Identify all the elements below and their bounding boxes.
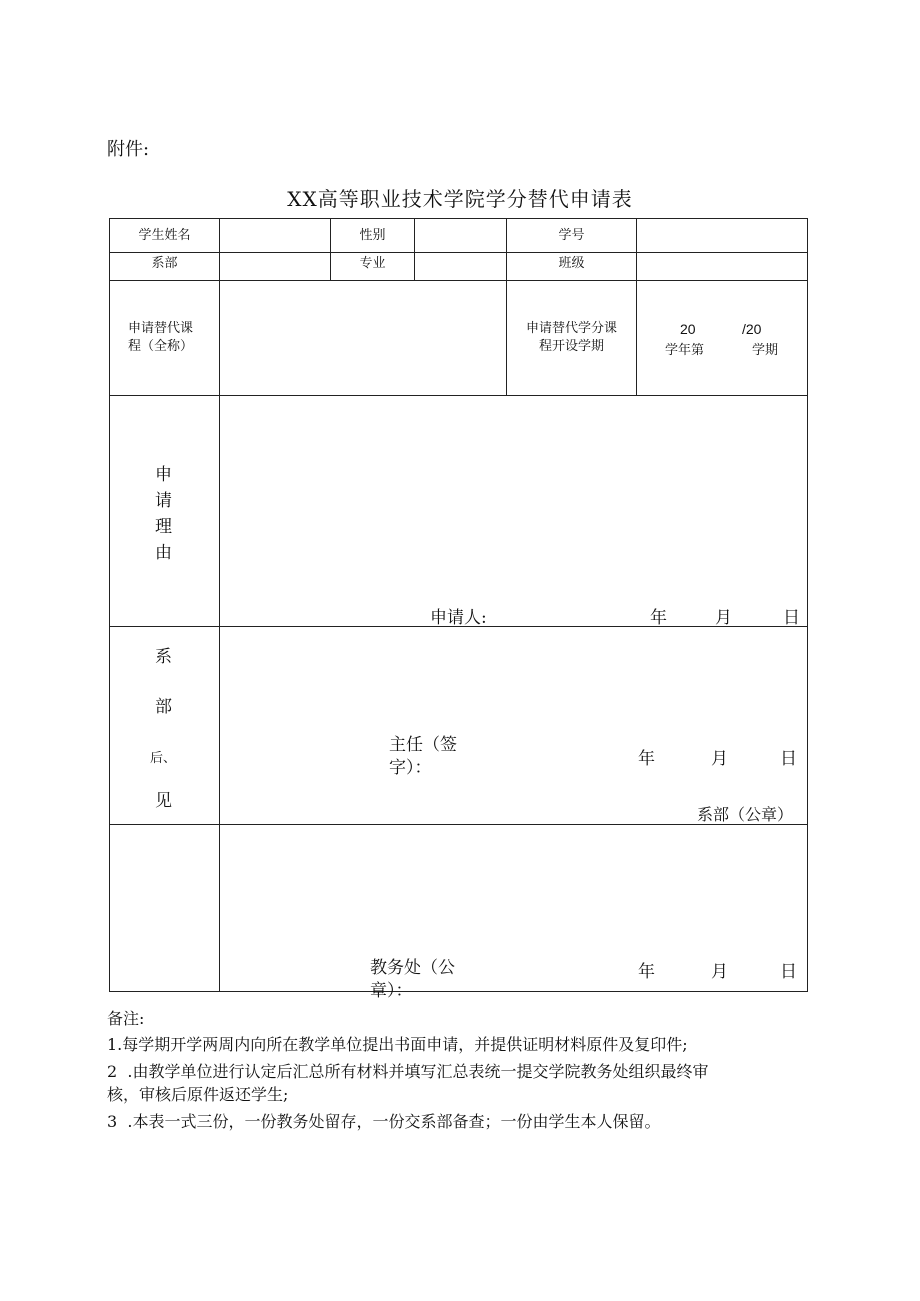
dept-opinion-label-char4: 见 bbox=[155, 791, 172, 811]
replacement-course-label-line1: 申请替代课 bbox=[128, 321, 194, 336]
affairs-day-label: 日 bbox=[780, 962, 797, 982]
gender-field[interactable] bbox=[415, 227, 506, 245]
major-field[interactable] bbox=[415, 255, 506, 273]
reason-label-char: 由 bbox=[155, 543, 172, 563]
academic-affairs-seal-label bbox=[370, 957, 455, 1001]
table-border-bottom bbox=[109, 991, 808, 992]
student-id-field[interactable] bbox=[637, 227, 807, 245]
student-id-label: 学号 bbox=[558, 228, 585, 243]
student-name-label: 学生姓名 bbox=[138, 228, 191, 243]
attachment-label: 附件: bbox=[107, 139, 150, 160]
term-year-suffix: 学年第 bbox=[665, 343, 705, 358]
row-divider bbox=[109, 395, 808, 396]
major-label: 专业 bbox=[359, 256, 386, 271]
dept-opinion-label-char3: 后、 bbox=[150, 751, 177, 766]
notes-item-2-line1: 2 .由教学单位进行认定后汇总所有材料并填写汇总表统一提交学院教务处组织最终审 bbox=[107, 1062, 709, 1081]
replacement-course-label bbox=[110, 320, 219, 356]
applicant-label: 申请人: bbox=[430, 608, 487, 628]
notes bbox=[107, 1007, 708, 1133]
class-field[interactable] bbox=[637, 255, 807, 273]
affairs-month-label: 月 bbox=[711, 962, 728, 982]
reason-label-char: 理 bbox=[155, 517, 172, 537]
academic-affairs-seal-line1: 教务处（公 bbox=[370, 958, 455, 978]
class-label: 班级 bbox=[558, 256, 585, 271]
notes-item-1: 1.每学期开学两周内向所在教学单位提出书面申请，并提供证明材料原件及复印件; bbox=[107, 1035, 688, 1054]
table-border-top bbox=[109, 218, 808, 219]
notes-item-3: 3 .本表一式三份，一份教务处留存，一份交系部备查；一份由学生本人保留。 bbox=[107, 1112, 661, 1131]
reason-field[interactable] bbox=[220, 400, 807, 590]
gender-label: 性别 bbox=[359, 228, 386, 243]
reason-day-label: 日 bbox=[783, 608, 800, 628]
term-semester-label: 学期 bbox=[752, 343, 779, 358]
director-signature-line2: 字）： bbox=[389, 758, 432, 778]
course-term-label-line1: 申请替代学分课 bbox=[525, 321, 617, 336]
reason-month-label: 月 bbox=[715, 608, 732, 628]
dept-day-label: 日 bbox=[780, 749, 797, 769]
reason-label-char: 请 bbox=[155, 491, 172, 511]
course-term-label-line2: 程开设学期 bbox=[538, 339, 604, 354]
dept-opinion-label-char2: 部 bbox=[155, 697, 172, 717]
course-term-label bbox=[507, 320, 636, 356]
dept-opinion-label-char1: 系 bbox=[155, 647, 172, 667]
row-divider bbox=[109, 280, 808, 281]
dept-seal-label: 系部（公章） bbox=[697, 805, 794, 824]
term-year-end[interactable]: /20 bbox=[742, 321, 762, 337]
academic-affairs-field[interactable] bbox=[220, 830, 807, 940]
academic-affairs-seal-line2: 章）： bbox=[370, 981, 413, 1001]
affairs-year-label: 年 bbox=[638, 962, 655, 982]
department-field[interactable] bbox=[220, 255, 330, 273]
dept-year-label: 年 bbox=[638, 749, 655, 769]
replacement-course-label-line2: 程（全称） bbox=[128, 339, 194, 354]
replacement-course-field[interactable] bbox=[220, 300, 506, 380]
dept-month-label: 月 bbox=[711, 749, 728, 769]
row-divider bbox=[109, 252, 808, 253]
reason-label bbox=[155, 462, 175, 566]
form-title: XX高等职业技术学院学分替代申请表 bbox=[287, 187, 633, 211]
notes-item-2-line2: 核，审核后原件返还学生; bbox=[107, 1085, 289, 1104]
table-border-right bbox=[807, 218, 808, 992]
reason-year-label: 年 bbox=[650, 608, 667, 628]
reason-label-char: 申 bbox=[155, 465, 172, 485]
notes-heading: 备注: bbox=[107, 1009, 145, 1028]
director-signature-line1: 主任（签 bbox=[389, 735, 457, 755]
department-label: 系部 bbox=[151, 256, 178, 271]
term-year-start[interactable]: 20 bbox=[680, 321, 696, 337]
dept-opinion-field[interactable] bbox=[220, 632, 807, 722]
director-signature-label bbox=[389, 734, 457, 780]
student-name-field[interactable] bbox=[220, 227, 330, 245]
